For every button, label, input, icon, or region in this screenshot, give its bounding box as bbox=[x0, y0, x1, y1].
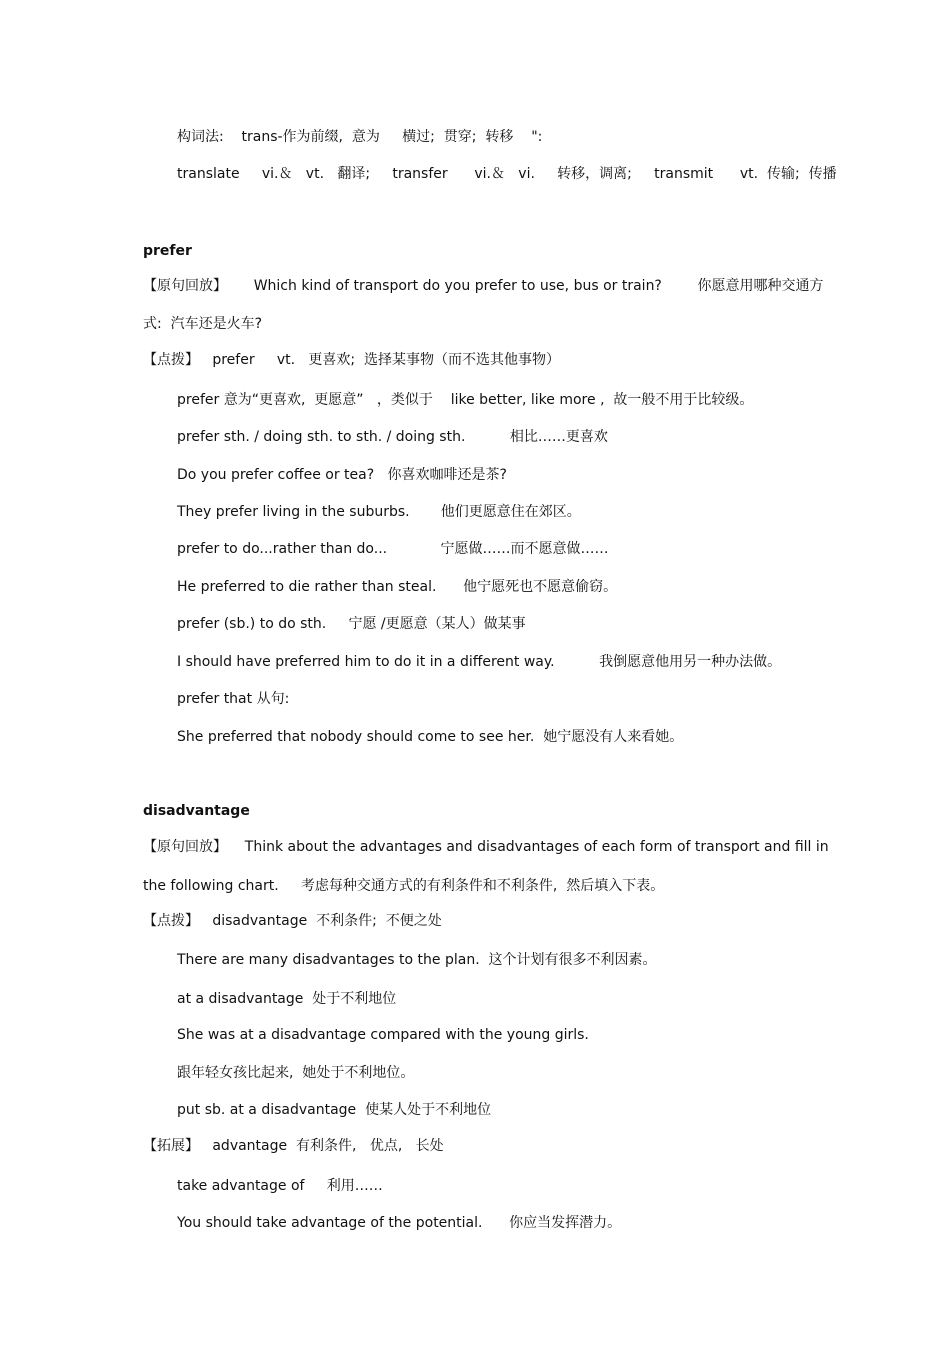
disadvantage-usage-2: put sb. at a disadvantage 使某人处于不利地位 bbox=[177, 1102, 492, 1118]
prefer-usage-3: prefer (sb.) to do sth. 宁愿 /更愿意（某人）做某事 bbox=[177, 616, 526, 632]
section-heading-prefer: prefer bbox=[143, 243, 192, 259]
prefer-usage-1: prefer sth. / doing sth. to sth. / doing sth. 相比……更喜欢 bbox=[177, 429, 608, 445]
prefer-tip: 【点拨】 prefer vt. 更喜欢; 选择某事物（而不选其他事物） bbox=[143, 352, 561, 368]
prefer-example-5: She preferred that nobody should come to see her. 她宁愿没有人来看她。 bbox=[177, 729, 684, 745]
disadvantage-original-sentence: 【原句回放】 Think about the advantages and disadvantages of each form of transport and fill in bbox=[143, 839, 829, 855]
prefer-example-2: They prefer living in the suburbs. 他们更愿意住在郊区。 bbox=[177, 504, 581, 520]
disadvantage-tip: 【点拨】 disadvantage 不利条件; 不便之处 bbox=[143, 913, 442, 929]
disadvantage-example-2: She was at a disadvantage compared with the young girls. bbox=[177, 1027, 589, 1043]
prefer-example-1: Do you prefer coffee or tea? 你喜欢咖啡还是茶? bbox=[177, 467, 507, 483]
advantage-usage: take advantage of 利用…… bbox=[177, 1178, 383, 1194]
prefer-usage-4: prefer that 从句: bbox=[177, 691, 290, 707]
advantage-example: You should take advantage of the potential. 你应当发挥潜力。 bbox=[177, 1215, 622, 1231]
prefer-usage-2: prefer to do...rather than do... 宁愿做……而不愿意做…… bbox=[177, 541, 609, 557]
prefer-example-3: He preferred to die rather than steal. 他宁愿死也不愿意偷窃。 bbox=[177, 579, 618, 595]
prefer-note: prefer 意为“更喜欢, 更愿意” ，类似于 like better, like more , 故一般不用于比较级。 bbox=[177, 392, 754, 408]
word-formation-line: 构词法: trans-作为前缀, 意为 横过; 贯穿; 转移 ": bbox=[177, 129, 543, 145]
prefer-original-translation: 式: 汽车还是火车? bbox=[143, 316, 263, 332]
trans-examples-line: translate vi.＆ vt. 翻译; transfer vi.＆ vi. 转移，调离; transmit vt. 传输; 传播 bbox=[177, 166, 837, 182]
disadvantage-example-1: There are many disadvantages to the plan. 这个计划有很多不利因素。 bbox=[177, 952, 657, 968]
disadvantage-original-translation: the following chart. 考虑每种交通方式的有利条件和不利条件, 然后填入下表。 bbox=[143, 878, 665, 894]
disadvantage-usage-1: at a disadvantage 处于不利地位 bbox=[177, 991, 397, 1007]
section-heading-disadvantage: disadvantage bbox=[143, 803, 250, 819]
prefer-example-4: I should have preferred him to do it in a different way. 我倒愿意他用另一种办法做。 bbox=[177, 654, 782, 670]
advantage-expand: 【拓展】 advantage 有利条件, 优点, 长处 bbox=[143, 1138, 444, 1154]
prefer-original-sentence: 【原句回放】 Which kind of transport do you prefer to use, bus or train? 你愿意用哪种交通方 bbox=[143, 278, 824, 294]
disadvantage-example-2-translation: 跟年轻女孩比起来, 她处于不利地位。 bbox=[177, 1065, 415, 1081]
